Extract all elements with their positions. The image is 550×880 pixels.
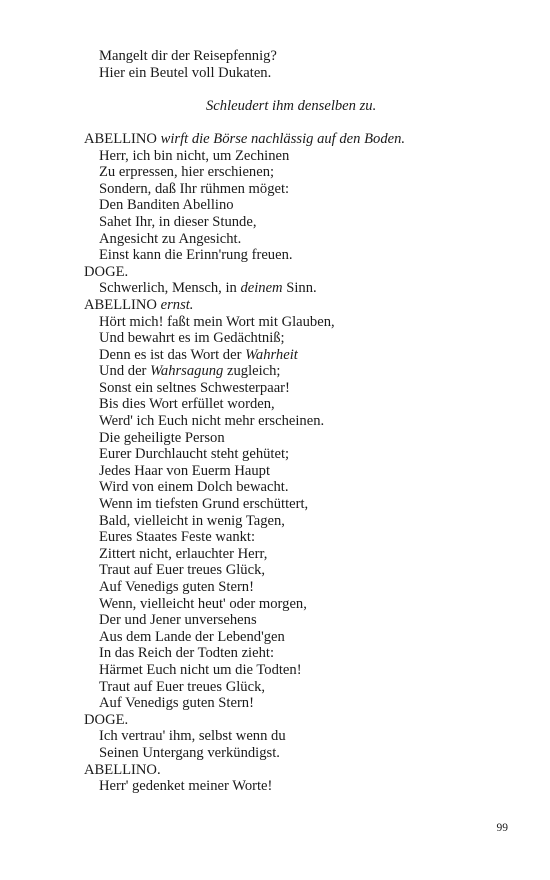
- verse-line: [84, 463, 524, 480]
- verse-line: [84, 413, 524, 430]
- verse-line: [84, 48, 524, 65]
- verse-line: [84, 347, 524, 364]
- verse-line: [84, 629, 524, 646]
- line-text: Seinen Untergang verkündigst.: [99, 744, 280, 761]
- verse-line: [84, 164, 524, 181]
- verse-line: [84, 247, 524, 264]
- verse-line: [84, 778, 524, 795]
- line-text: Den Banditen Abellino: [99, 197, 234, 214]
- line-text: Aus dem Lande der Lebend'gen: [99, 628, 285, 645]
- verse-line: [84, 496, 524, 513]
- italic-text: Wahrheit: [245, 346, 298, 363]
- verse-line: [84, 314, 524, 331]
- line-text: Eurer Durchlaucht steht gehütet;: [99, 446, 290, 463]
- verse-line: [84, 662, 524, 679]
- verse-line: [84, 231, 524, 248]
- verse-line: [84, 513, 524, 530]
- verse-line: [84, 579, 524, 596]
- verse-line: [84, 181, 524, 198]
- line-text: Schwerlich, Mensch, in: [99, 280, 241, 297]
- line-text: ABELLINO: [84, 130, 161, 147]
- verse-line: [84, 396, 524, 413]
- line-text: DOGE.: [84, 263, 129, 280]
- line-text: Traut auf Euer treues Glück,: [99, 562, 266, 579]
- italic-text: Wahrsagung: [150, 363, 224, 380]
- line-text: Der und Jener unversehens: [99, 612, 257, 629]
- italic-text: ernst.: [160, 296, 194, 313]
- line-text: Auf Venedigs guten Stern!: [99, 579, 254, 595]
- verse-line: [84, 695, 524, 712]
- verse-line: [84, 479, 524, 496]
- speaker-line: [84, 297, 524, 314]
- line-text: Sinn.: [282, 280, 317, 297]
- line-text: Bald, vielleicht in wenig Tagen,: [99, 512, 285, 529]
- line-text: Bis dies Wort erfüllet worden,: [99, 396, 275, 413]
- page-number: 99: [496, 822, 508, 834]
- verse-line: [84, 148, 524, 165]
- verse-line: [84, 562, 524, 579]
- line-text: Zittert nicht, erlauchter Herr,: [99, 545, 268, 562]
- blank-line: [84, 81, 524, 98]
- speaker-line: [84, 712, 524, 729]
- verse-line: [84, 330, 524, 347]
- verse-line: [84, 65, 524, 82]
- verse-line: [84, 446, 524, 463]
- line-text: Angesicht zu Angesicht.: [99, 230, 242, 247]
- line-text: Jedes Haar von Euerm Haupt: [99, 462, 271, 479]
- verse-line: [84, 612, 524, 629]
- line-text: Hier ein Beutel voll Dukaten.: [99, 64, 272, 81]
- play-text: [84, 48, 524, 795]
- line-text: Wenn im tiefsten Grund erschüttert,: [99, 496, 309, 513]
- line-text: Und der: [99, 363, 151, 380]
- line-text: Wird von einem Dolch bewacht.: [99, 479, 289, 496]
- line-text: zugleich;: [223, 363, 281, 380]
- line-text: In das Reich der Todten zieht:: [99, 645, 274, 662]
- line-text: ABELLINO: [84, 296, 161, 313]
- verse-line: [84, 745, 524, 762]
- line-text: Denn es ist das Wort der: [99, 346, 246, 363]
- line-text: ABELLINO.: [84, 761, 161, 778]
- verse-line: [84, 280, 524, 297]
- verse-line: [84, 679, 524, 696]
- verse-line: [84, 430, 524, 447]
- line-text: Härmet Euch nicht um die Todten!: [99, 661, 302, 678]
- line-text: Sahet Ihr, in dieser Stunde,: [99, 213, 257, 230]
- line-text: Die geheiligte Person: [99, 429, 225, 446]
- line-text: Mangelt dir der Reisepfennig?: [99, 48, 277, 64]
- line-text: Sonst ein seltnes Schwesterpaar!: [99, 379, 290, 396]
- italic-text: Schleudert ihm denselben zu.: [206, 97, 377, 114]
- verse-line: [84, 596, 524, 613]
- italic-text: wirft die Börse nachlässig auf den Boden.: [160, 130, 406, 147]
- line-text: Zu erpressen, hier erschienen;: [99, 164, 275, 181]
- verse-line: [84, 197, 524, 214]
- speaker-line: [84, 131, 524, 148]
- blank-line: [84, 114, 524, 131]
- verse-line: [84, 546, 524, 563]
- line-text: Hört mich! faßt mein Wort mit Glauben,: [99, 313, 335, 330]
- line-text: Herr' gedenket meiner Worte!: [99, 778, 273, 795]
- verse-line: [84, 728, 524, 745]
- italic-text: deinem: [240, 280, 283, 297]
- line-text: Ich vertrau' ihm, selbst wenn du: [99, 728, 286, 745]
- line-text: Sondern, daß Ihr rühmen möget:: [99, 180, 290, 197]
- speaker-line: [84, 762, 524, 779]
- verse-line: [84, 380, 524, 397]
- line-text: Werd' ich Euch nicht mehr erscheinen.: [99, 413, 325, 430]
- verse-line: [84, 214, 524, 231]
- verse-line: [84, 363, 524, 380]
- line-text: Eures Staates Feste wankt:: [99, 529, 256, 546]
- speaker-line: [84, 264, 524, 281]
- verse-line: [84, 529, 524, 546]
- verse-line: [84, 645, 524, 662]
- line-text: Herr, ich bin nicht, um Zechinen: [99, 147, 290, 164]
- line-text: Traut auf Euer treues Glück,: [99, 678, 266, 695]
- stage-direction: [84, 98, 524, 115]
- line-text: DOGE.: [84, 711, 129, 728]
- line-text: Und bewahrt es im Gedächtniß;: [99, 330, 285, 347]
- line-text: Einst kann die Erinn'rung freuen.: [99, 247, 293, 264]
- line-text: Auf Venedigs guten Stern!: [99, 695, 254, 712]
- line-text: Wenn, vielleicht heut' oder morgen,: [99, 595, 307, 612]
